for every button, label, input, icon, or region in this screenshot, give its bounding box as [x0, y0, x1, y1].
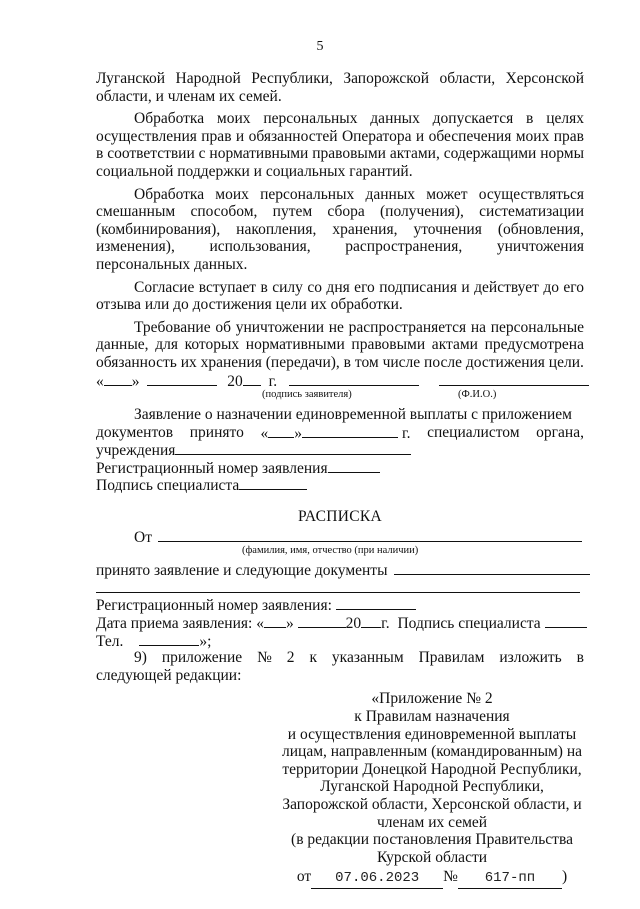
- tel-line: [139, 632, 199, 646]
- receipt-signature-line: [545, 614, 587, 628]
- receipt-name-caption: (фамилия, имя, отчество (при наличии): [242, 545, 419, 557]
- receipt-reg-row: Регистрационный номер заявления:: [96, 596, 584, 614]
- appendix-date: 07.06.2023: [311, 870, 443, 889]
- application-accepted-line1: Заявление о назначении единовременной выплаты с приложением: [134, 406, 572, 424]
- signature-captions: (подпись заявителя) (Ф.И.О.): [262, 389, 497, 401]
- specialist-signature-row: Подпись специалиста: [96, 476, 584, 494]
- institution-row: учреждения: [96, 441, 584, 459]
- appendix-header: «Приложение № 2 к Правилам назначения и осуществления единовременной выплаты лицам, направленным (командированным) на территории Донецкой Народной Республики, Луганской Народной Республики, Запорожской области, Херсонской области, и членам их семей (в редакции постановления Правительства Курской области от 07.06.2023 № 617-пп ): [282, 690, 582, 889]
- receipt-title: РАСПИСКА: [297, 508, 383, 526]
- paragraph-3: Обработка моих персональных данных может осуществляться смешанным способом, путем сбора (получения), систематизации (комбинирования), накопления, хранения, уточнения (обновления, изменения), использования, распространения, уничтожения персональных данных.: [96, 185, 584, 273]
- applicant-signature-line: [289, 372, 419, 386]
- received-docs-row: принято заявление и следующие документы: [96, 561, 584, 579]
- day-blank: [104, 372, 132, 386]
- item-9-line2: следующей редакции:: [96, 666, 242, 684]
- receipt-reg-line: [336, 596, 416, 610]
- tel-row: Тел. »;: [96, 632, 212, 650]
- receipt-from-row: От: [96, 528, 584, 546]
- year-blank: [243, 372, 261, 386]
- received-docs-line: [394, 561, 590, 575]
- page-number: 5: [316, 39, 324, 54]
- appendix-date-number: от 07.06.2023 № 617-пп ): [282, 868, 582, 889]
- item-9-line1: 9) приложение № 2 к указанным Правилам изложить в: [134, 649, 584, 667]
- month-blank: [147, 372, 217, 386]
- appendix-number: 617-пп: [458, 870, 562, 889]
- paragraph-2: Обработка моих персональных данных допускается в целях осуществления прав и обязанностей Оператора и обеспечения моих прав в соответствии с нормативными правовыми актами, содержащими нормы социальной поддержки и социальных гарантий.: [96, 110, 585, 180]
- institution-line: [175, 441, 411, 455]
- signature-date-row: « » 20 г.: [96, 372, 584, 390]
- specialist-signature-line: [239, 476, 307, 490]
- document-body: [96, 70, 584, 889]
- received-docs-line2: [96, 579, 584, 597]
- receipt-date-row: Дата приема заявления: « » 20 г. Подпись специалиста: [96, 614, 584, 632]
- reg-number-row: Регистрационный номер заявления: [96, 459, 584, 477]
- paragraph-4: Согласие вступает в силу со дня его подписания и действует до его отзыва или до достижения цели их обработки.: [96, 278, 584, 314]
- application-accepted-line2: документов принято « » г. специалистом органа,: [96, 423, 584, 442]
- applicant-fio-line: [439, 372, 589, 386]
- paragraph-1: Луганской Народной Республики, Запорожской области, Херсонской области, и членам их семей.: [96, 70, 584, 105]
- receipt-from-line: [158, 528, 582, 542]
- paragraph-5: Требование об уничтожении не распространяется на персональные данные, для которых нормативными правовыми актами предусмотрена обязанность их хранения (передачи), в том числе после достижения цели.: [96, 318, 584, 371]
- reg-number-line: [328, 459, 380, 473]
